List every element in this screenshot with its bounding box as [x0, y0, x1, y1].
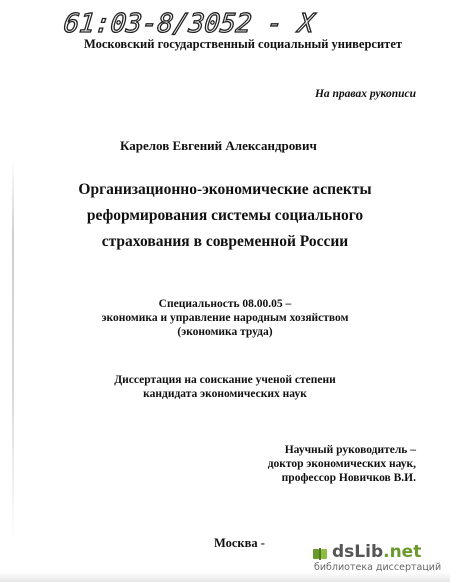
specialty-line-3: (экономика труда): [177, 326, 273, 338]
handwritten-archive-number-image: [62, 2, 362, 42]
degree-line-1: Диссертация на соискание ученой степени: [114, 374, 336, 386]
degree-line-2: кандидата экономических наук: [143, 388, 307, 400]
supervisor-degree: доктор экономических наук,: [267, 458, 416, 470]
city-year: Москва -: [214, 536, 265, 550]
watermark-brand: [332, 542, 421, 562]
dslib-watermark[interactable]: [312, 542, 442, 576]
specialty-line-1: Специальность 08.00.05 –: [158, 298, 292, 310]
watermark-subtitle: библиотека диссертаций: [314, 562, 442, 573]
specialty-line-2: экономика и управление народным хозяйством: [101, 312, 349, 324]
book-icon: [312, 546, 328, 562]
university-name: Московский государственный социальный университет: [84, 37, 403, 51]
dissertation-title-line-3: страхования в современной России: [101, 233, 349, 250]
author-name: Карелов Евгений Александрович: [120, 138, 317, 153]
dissertation-title-line-2: реформирования системы социального: [86, 207, 364, 224]
manuscript-rights-note: На правах рукописи: [314, 88, 416, 100]
watermark-brand-main: dsLib: [332, 542, 384, 562]
svg-text:61:03-8/3052 - X: 61:03-8/3052 - X: [62, 9, 316, 39]
watermark-brand-tld: .net: [383, 542, 422, 562]
handwritten-archive-number: [62, 2, 362, 42]
supervisor-name: профессор Новичков В.И.: [281, 472, 416, 484]
dissertation-title-line-1: Организационно-экономические аспекты: [78, 181, 372, 198]
supervisor-label: Научный руководитель –: [284, 444, 416, 456]
